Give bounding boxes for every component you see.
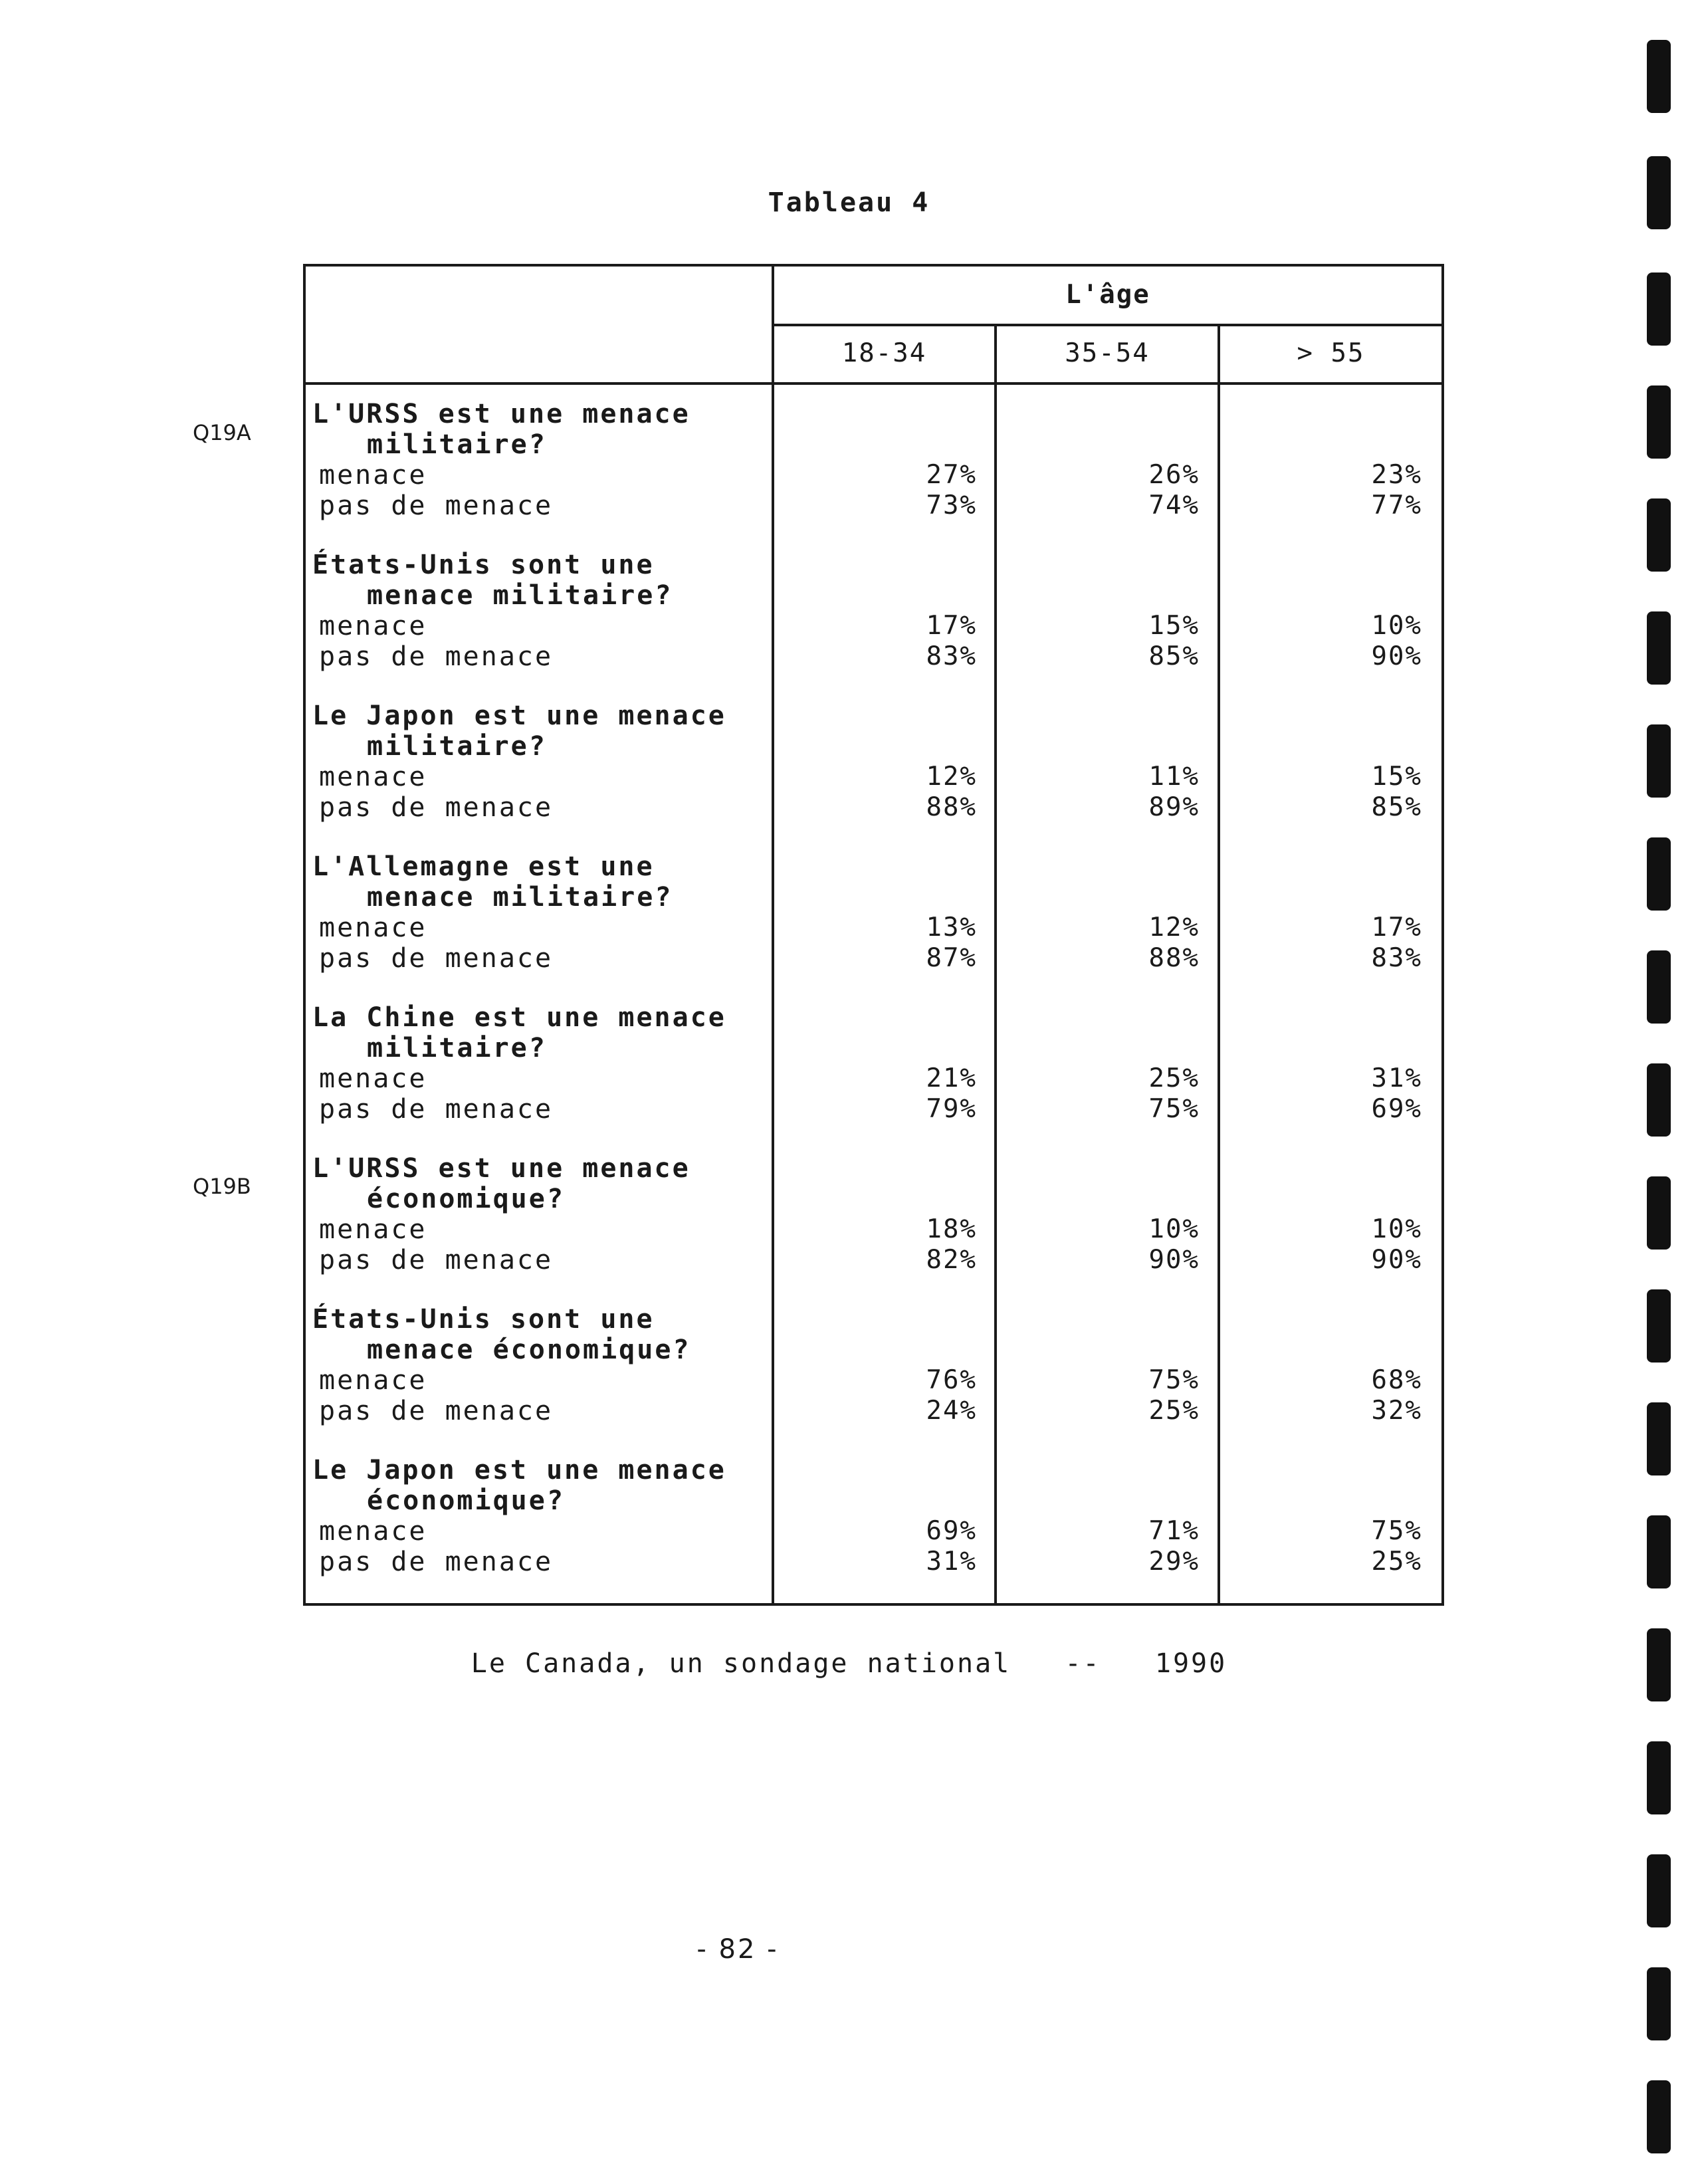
response-label: menace	[319, 1063, 427, 1094]
question-block	[312, 550, 1435, 672]
question-text: États-Unis sont une	[312, 1304, 655, 1335]
cell-55-plus: 23%	[1371, 460, 1422, 490]
response-label: pas de menace	[319, 491, 554, 521]
cell-55-plus: 69%	[1371, 1094, 1422, 1124]
column-header-18-34: 18-34	[841, 338, 927, 368]
cell-35-54: 71%	[1148, 1516, 1200, 1546]
header-rule	[772, 324, 1441, 326]
binding-mark	[1647, 1289, 1671, 1363]
binding-mark	[1647, 837, 1671, 911]
question-block	[312, 701, 1435, 823]
question-block	[312, 851, 1435, 974]
response-label: menace	[319, 1214, 427, 1245]
response-label: menace	[319, 460, 427, 491]
table-row	[312, 460, 1435, 491]
binding-mark	[1647, 950, 1671, 1024]
table-row	[312, 943, 1435, 974]
response-label: menace	[319, 611, 427, 641]
cell-18-34: 76%	[926, 1365, 977, 1395]
question-code-q19a: Q19A	[193, 420, 251, 445]
cell-35-54: 11%	[1148, 762, 1200, 792]
cell-35-54: 74%	[1148, 491, 1200, 520]
question-text-cont: économique?	[367, 1184, 565, 1214]
response-label: pas de menace	[319, 792, 554, 823]
question-text-cont: menace militaire?	[367, 580, 673, 611]
survey-footer: Le Canada, un sondage national -- 1990	[471, 1648, 1227, 1679]
cell-35-54: 75%	[1148, 1094, 1200, 1124]
cell-55-plus: 90%	[1371, 641, 1422, 671]
cell-18-34: 83%	[926, 641, 977, 671]
response-label: pas de menace	[319, 1396, 554, 1426]
question-text: L'URSS est une menace	[312, 399, 690, 429]
cell-55-plus: 31%	[1371, 1063, 1422, 1093]
table-row	[312, 1094, 1435, 1125]
cell-35-54: 15%	[1148, 611, 1200, 641]
cell-18-34: 27%	[926, 460, 977, 490]
cell-55-plus: 77%	[1371, 491, 1422, 520]
cell-55-plus: 90%	[1371, 1245, 1422, 1275]
response-label: pas de menace	[319, 1547, 554, 1577]
binding-mark	[1647, 1063, 1671, 1137]
header-rule	[306, 382, 1441, 385]
binding-mark	[1647, 156, 1671, 229]
cell-35-54: 90%	[1148, 1245, 1200, 1275]
cell-18-34: 82%	[926, 1245, 977, 1275]
cell-18-34: 79%	[926, 1094, 977, 1124]
column-header-55-plus: > 55	[1297, 338, 1365, 368]
cell-18-34: 73%	[926, 491, 977, 520]
response-label: menace	[319, 1516, 427, 1547]
cell-35-54: 25%	[1148, 1396, 1200, 1426]
cell-35-54: 12%	[1148, 913, 1200, 942]
binding-mark	[1647, 40, 1671, 113]
response-label: pas de menace	[319, 943, 554, 974]
page-number: - 82 -	[696, 1934, 779, 1965]
cell-18-34: 24%	[926, 1396, 977, 1426]
question-block	[312, 1304, 1435, 1426]
age-group-header: L'âge	[1065, 280, 1150, 310]
cell-35-54: 89%	[1148, 792, 1200, 822]
table-row	[312, 1214, 1435, 1245]
question-text-cont: menace économique?	[367, 1335, 691, 1365]
question-block	[312, 399, 1435, 521]
cell-55-plus: 32%	[1371, 1396, 1422, 1426]
question-code-q19b: Q19B	[193, 1174, 251, 1199]
response-label: pas de menace	[319, 1094, 554, 1125]
cell-18-34: 87%	[926, 943, 977, 973]
table-row	[312, 611, 1435, 641]
cell-55-plus: 15%	[1371, 762, 1422, 792]
table-row	[312, 1547, 1435, 1577]
table-row	[312, 1396, 1435, 1426]
cell-18-34: 31%	[926, 1547, 977, 1577]
table-row	[312, 1516, 1435, 1547]
table-row	[312, 1063, 1435, 1094]
cell-18-34: 21%	[926, 1063, 977, 1093]
binding-mark	[1647, 611, 1671, 685]
binding-mark	[1647, 273, 1671, 346]
binding-mark	[1647, 724, 1671, 798]
response-label: menace	[319, 913, 427, 943]
cell-35-54: 29%	[1148, 1547, 1200, 1577]
table-row	[312, 762, 1435, 792]
table-row	[312, 1245, 1435, 1275]
cell-18-34: 17%	[926, 611, 977, 641]
question-text-cont: militaire?	[367, 731, 547, 762]
binding-mark	[1647, 1402, 1671, 1475]
cell-55-plus: 83%	[1371, 943, 1422, 973]
binding-mark	[1647, 1967, 1671, 2040]
question-block	[312, 1002, 1435, 1125]
cell-18-34: 12%	[926, 762, 977, 792]
cell-18-34: 69%	[926, 1516, 977, 1546]
cell-55-plus: 75%	[1371, 1516, 1422, 1546]
binding-mark	[1647, 1854, 1671, 1927]
cell-55-plus: 85%	[1371, 792, 1422, 822]
binding-mark	[1647, 498, 1671, 572]
binding-mark	[1647, 385, 1671, 459]
table-row	[312, 491, 1435, 521]
cell-35-54: 75%	[1148, 1365, 1200, 1395]
question-text: L'URSS est une menace	[312, 1153, 690, 1184]
question-text: La Chine est une menace	[312, 1002, 726, 1033]
question-text-cont: militaire?	[367, 1033, 547, 1063]
response-label: pas de menace	[319, 641, 554, 672]
cell-35-54: 25%	[1148, 1063, 1200, 1093]
table-row	[312, 1365, 1435, 1396]
cell-55-plus: 10%	[1371, 1214, 1422, 1244]
table-row	[312, 913, 1435, 943]
question-text-cont: menace militaire?	[367, 882, 673, 913]
question-text-cont: économique?	[367, 1485, 565, 1516]
table-row	[312, 641, 1435, 672]
cell-35-54: 26%	[1148, 460, 1200, 490]
response-label: pas de menace	[319, 1245, 554, 1275]
question-text: Le Japon est une menace	[312, 1455, 726, 1485]
binding-mark	[1647, 1741, 1671, 1814]
binding-mark	[1647, 1515, 1671, 1588]
question-text: Le Japon est une menace	[312, 701, 726, 731]
cell-18-34: 13%	[926, 913, 977, 942]
question-text-cont: militaire?	[367, 429, 547, 460]
binding-holes	[1647, 0, 1673, 2184]
cell-35-54: 88%	[1148, 943, 1200, 973]
cell-55-plus: 25%	[1371, 1547, 1422, 1577]
question-text: L'Allemagne est une	[312, 851, 655, 882]
response-label: menace	[319, 1365, 427, 1396]
table-row	[312, 792, 1435, 823]
cell-55-plus: 68%	[1371, 1365, 1422, 1395]
cell-55-plus: 10%	[1371, 611, 1422, 641]
response-label: menace	[319, 762, 427, 792]
cell-18-34: 88%	[926, 792, 977, 822]
cell-55-plus: 17%	[1371, 913, 1422, 942]
question-text: États-Unis sont une	[312, 550, 655, 580]
binding-mark	[1647, 2080, 1671, 2153]
table-title: Tableau 4	[768, 187, 930, 218]
cell-35-54: 85%	[1148, 641, 1200, 671]
question-block	[312, 1455, 1435, 1577]
cell-18-34: 18%	[926, 1214, 977, 1244]
binding-mark	[1647, 1628, 1671, 1701]
question-block	[312, 1153, 1435, 1275]
column-header-35-54: 35-54	[1065, 338, 1150, 368]
cell-35-54: 10%	[1148, 1214, 1200, 1244]
binding-mark	[1647, 1176, 1671, 1250]
